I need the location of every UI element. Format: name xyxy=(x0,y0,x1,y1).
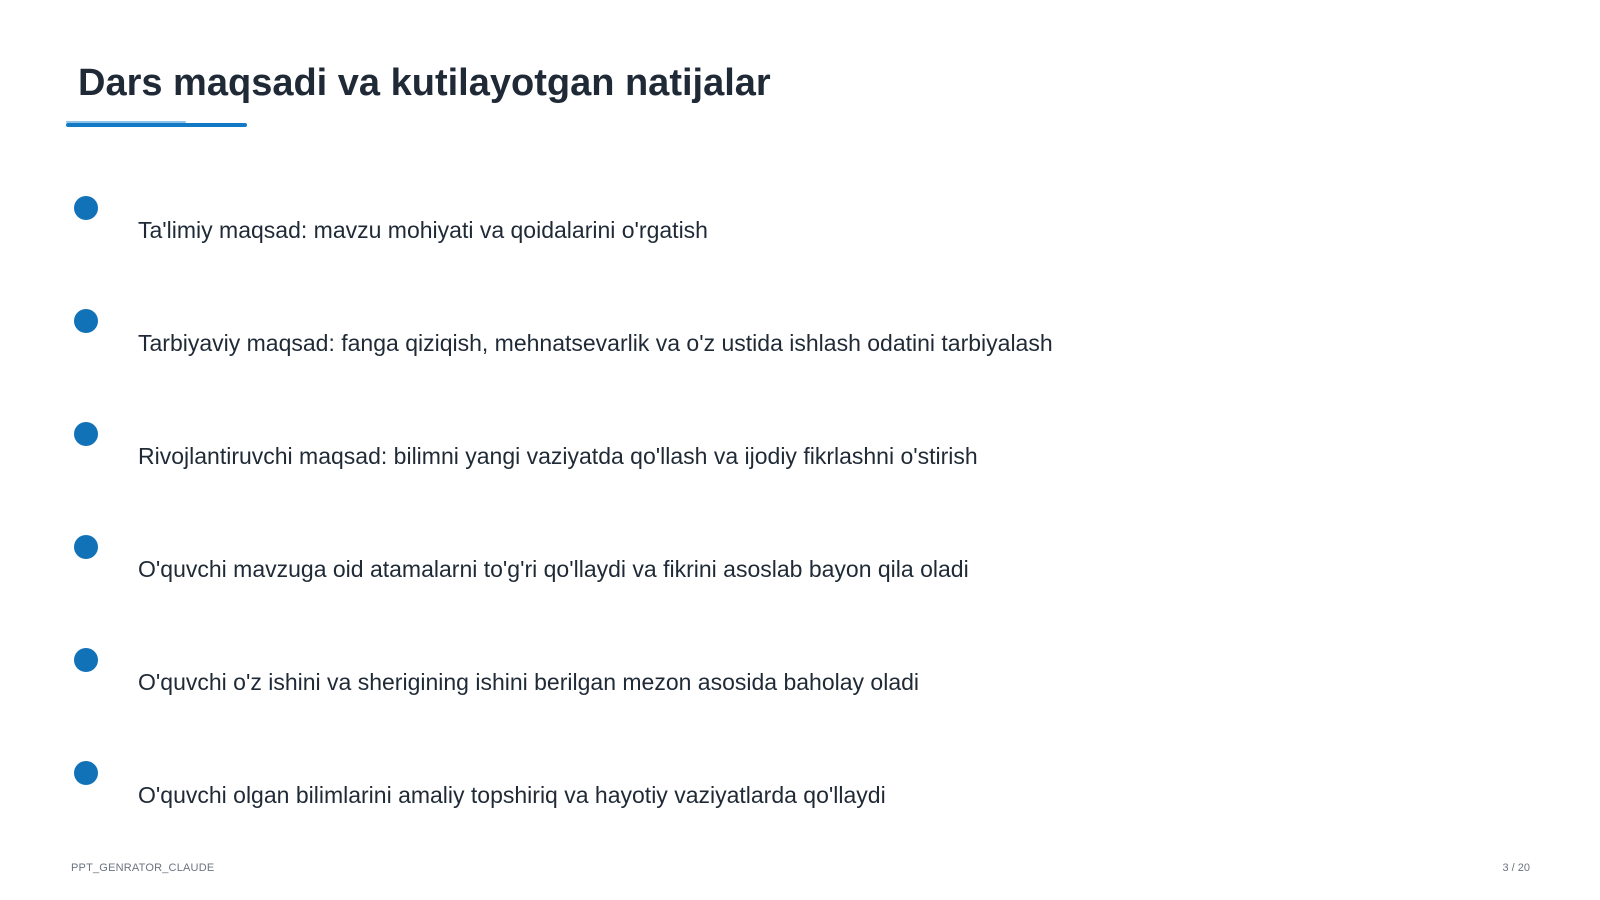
bullet-dot-icon xyxy=(74,422,98,446)
list-item xyxy=(0,648,1600,708)
bullet-dot-icon xyxy=(74,648,98,672)
list-item xyxy=(0,422,1600,482)
list-item xyxy=(0,535,1600,595)
bullet-text: O'quvchi o'z ishini va sherigining ishini berilgan mezon asosida baholay oladi xyxy=(138,669,920,695)
bullet-dot-icon xyxy=(74,761,98,785)
bullet-text: Rivojlantiruvchi maqsad: bilimni yangi vaziyatda qo'llash va ijodiy fikrlashni o'stirish xyxy=(138,443,978,469)
footer-brand: PPT_GENRATOR_CLAUDE xyxy=(71,862,215,874)
page-indicator: 3 / 20 xyxy=(1502,862,1530,874)
bullet-text: O'quvchi mavzuga oid atamalarni to'g'ri qo'llaydi va fikrini asoslab bayon qila oladi xyxy=(138,556,969,582)
list-item xyxy=(0,309,1600,369)
bullet-text: O'quvchi olgan bilimlarini amaliy topshiriq va hayotiy vaziyatlarda qo'llaydi xyxy=(138,782,886,808)
bullet-text: Tarbiyaviy maqsad: fanga qiziqish, mehnatsevarlik va o'z ustida ishlash odatini tarbiyalash xyxy=(138,330,1053,356)
bullet-dot-icon xyxy=(74,196,98,220)
bullet-text: Ta'limiy maqsad: mavzu mohiyati va qoidalarini o'rgatish xyxy=(138,217,708,243)
bullet-dot-icon xyxy=(74,309,98,333)
bullet-dot-icon xyxy=(74,535,98,559)
slide-title: Dars maqsadi va kutilayotgan natijalar xyxy=(78,62,771,104)
list-item xyxy=(0,196,1600,256)
list-item xyxy=(0,761,1600,821)
